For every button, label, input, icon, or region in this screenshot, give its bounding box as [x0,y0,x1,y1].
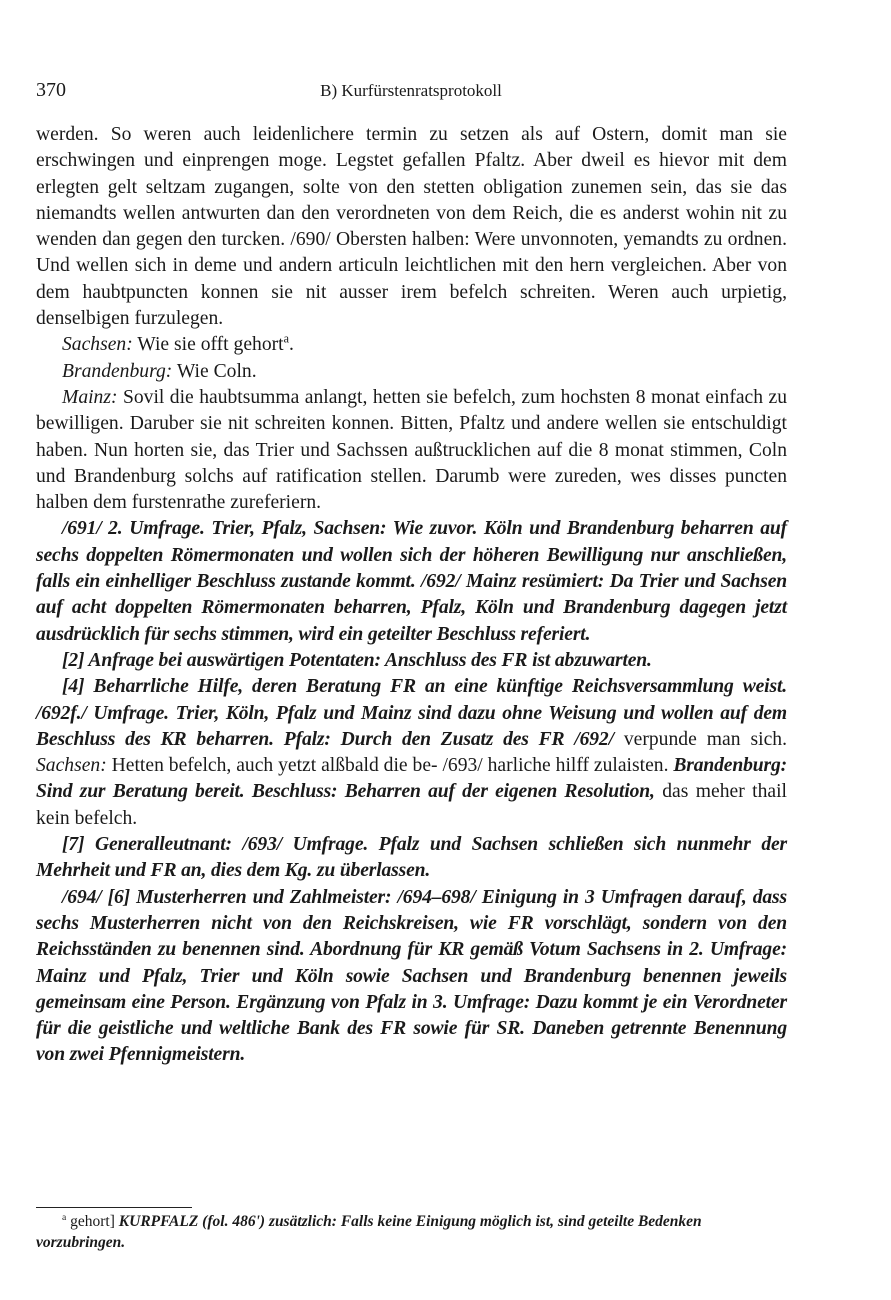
paragraph-text: das meher thail kein befelch. [36,781,787,829]
paragraph-musterherren: /694/ [6] Musterherren und Zahlmeister: /694–698/ Einigung in 3 Umfragen darauf, dass sechs Musterherren nicht von den Reichskreisen, wie FR vorschlägt, sondern von den Reichsständen zu benennen sind. Abordnung für KR gemäß Votum Sachsens in 2. Umfrage: Mainz und Pfalz, Trier und Köln sowie Sachsen und Brandenburg benennen jeweils gemeinsam eine Person. Ergänzung von Pfalz in 3. Umfrage: Dazu kommt je ein Verordneter für die geistliche und weltliche Bank des FR sowie für SR. Daneben getrennte Benennung von zwei Pfennigmeistern. [36,886,787,1066]
speaker-label: Sachsen: [62,334,133,356]
paragraph-text: verpunde man sich. [613,728,787,750]
editorial-summary: Brandenburg: Sind zur Beratung bereit. Beschluss: Beharren auf der eigenen Resolution, [36,755,787,803]
paragraph-text: Wie Coln. [172,360,257,382]
paragraph-brandenburg [36,359,787,385]
page-number: 370 [36,79,66,101]
footnote-rule [36,1207,192,1208]
speaker-label: Mainz: [62,386,118,408]
paragraph-anfrage: [2] Anfrage bei auswärtigen Potentaten: Anschluss des FR ist abzuwarten. [62,649,652,671]
paragraph-umfrage-2: /691/ 2. Umfrage. Trier, Pfalz, Sachsen: Wie zuvor. Köln und Brandenburg beharren auf sechs doppelten Römermonaten und wollen sich der höheren Bewilligung nur anschließen, falls ein einhelliger Beschluss zustande kommt. /692/ Mainz resümiert: Da Trier und Sachsen auf acht doppelten Römermonaten beharren, Pfalz, Köln und Brandenburg dagegen jetzt ausdrücklich für sechs stimmen, wird ein geteilter Beschluss referiert. [36,518,787,645]
speaker-label: Sachsen: [36,755,107,777]
running-title: B) Kurfürstenratsprotokoll [320,81,502,100]
paragraph-1: werden. So weren auch leidenlichere termin zu setzen als auf Ostern, domit man sie erschwingen und einprengen moge. Legstet gefallen Pfaltz. Aber dweil es hievor mit dem erlegten gelt seltzam zugangen, solte von den stetten obligation zunemen sein, das sie das niemandts wellen antwurten dan den verordneten von dem Reich, die es anderst wohin nit zu wenden dan gegen den turcken. /690/ Obersten halben: Were unvonnoten, yemandts zu ordnen. Und wellen sich in deme und andern articuln leichtlichen mit den hern vergleichen. Aber von dem haubtpuncten konnen sie nit ausser irem befelch schreiten. Weren auch urpietig, denselbigen furzulegen. [36,124,787,330]
paragraph-text: . [288,334,294,356]
footnote-text: KURPFALZ (fol. 486') zusätzlich: Falls keine Einigung möglich ist, sind geteilte Bedenken vorzubringen. [36,1213,702,1251]
paragraph-beharrliche-hilfe [36,674,787,832]
paragraph-text: Sovil die haubtsumma anlangt, hetten sie befelch, zum hochsten 8 monat einfach zu bewilligen. Daruber sie nit schreiten konnen. Bitten, Pfaltz und andere wellen sie entschuldigt haben. Nun horten sie, das Trier und Sachssen außtrucklichen auf die 8 monat stimmen, Coln und Brandenburg solchs auf ratification stellen. Darumb were zureden, wes disses puncten halben dem furstenrathe zureferiern. [36,386,787,514]
footnote-mark: a [62,1211,67,1223]
paragraph-generalleutnant: [7] Generalleutnant: /693/ Umfrage. Pfalz und Sachsen schließen sich nunmehr der Mehrheit und FR an, dies dem Kg. zu überlassen. [36,834,787,882]
footnote-reference[interactable]: a [283,331,289,346]
page-header [36,79,786,105]
speaker-label: Brandenburg: [62,360,173,382]
paragraph-sachsen [36,332,787,358]
paragraph-text: Wie sie offt gehort [132,334,284,356]
editorial-summary: [4] Beharrliche Hilfe, deren Beratung FR an eine künftige Reichsversammlung weist. /692f./ Umfrage. Trier, Köln, Pfalz und Mainz sind dazu ohne Weisung und wollen auf dem Beschluss des KR beharren. Pfalz: Durch den Zusatz des FR /692/ [36,676,787,750]
footnote [36,1211,787,1253]
paragraph-mainz [36,385,787,516]
paragraph-text: Hetten befelch, auch yetzt alßbald die be- /693/ harliche hilff zulaisten. [106,755,674,777]
main-text [36,122,787,1069]
footnote-lemma: gehort] [66,1213,115,1230]
